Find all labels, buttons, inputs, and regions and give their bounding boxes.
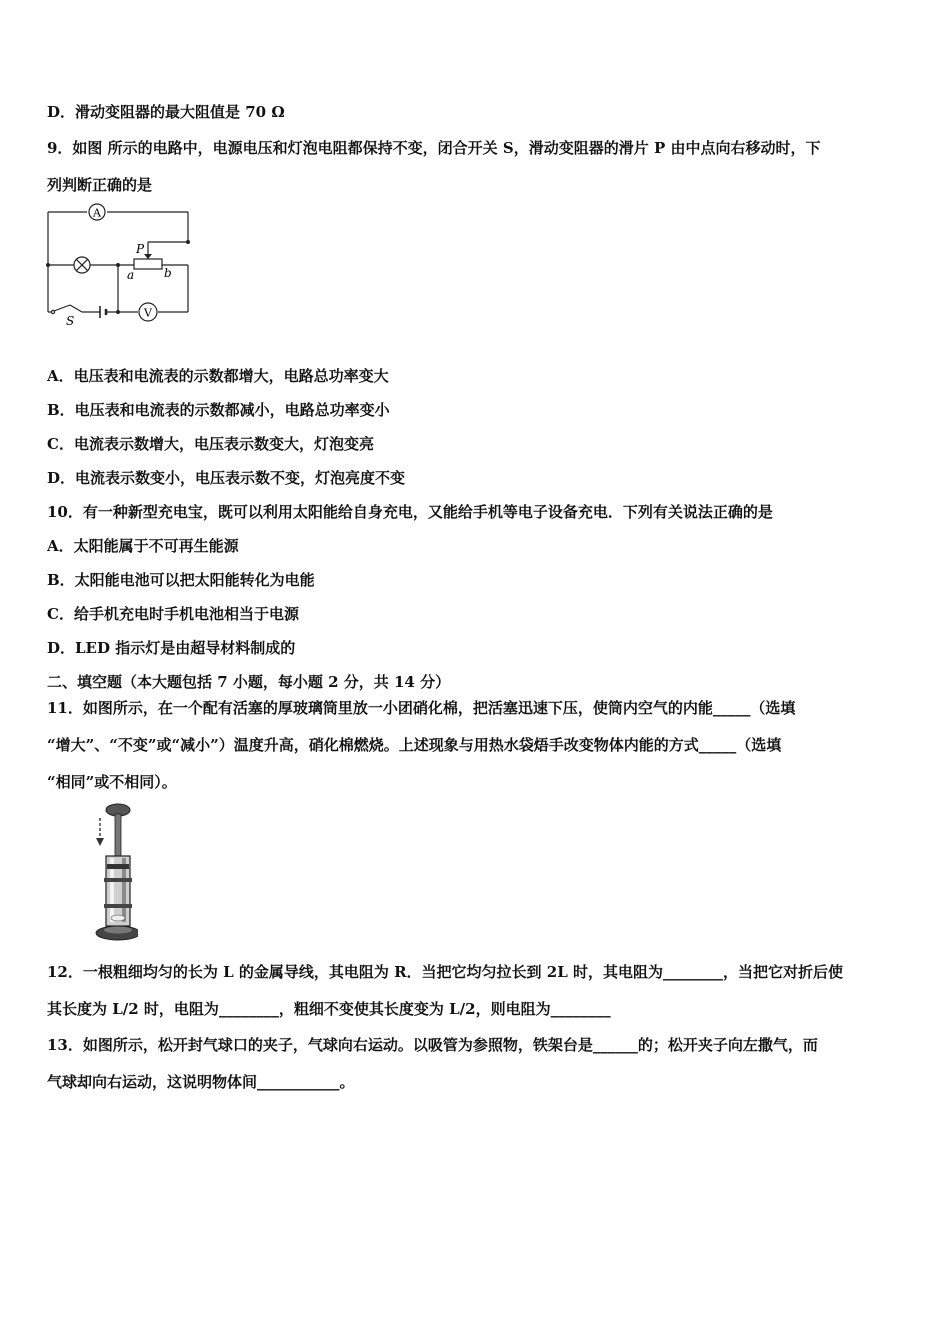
section-2-heading: 二、填空题（本大题包括 7 小题，每小题 2 分，共 14 分） bbox=[47, 673, 451, 691]
end-b-label: b bbox=[164, 266, 172, 280]
switch-label: S bbox=[66, 314, 75, 328]
q10-option-c: C．给手机充电时手机电池相当于电源 bbox=[47, 605, 299, 623]
question-9-stem-cont: 列判断正确的是 bbox=[47, 176, 153, 194]
slider-label: P bbox=[136, 242, 145, 256]
question-11-stem: 11．如图所示，在一个配有活塞的厚玻璃筒里放一小团硝化棉，把活塞迅速下压，使筒内空气的内能_____（选填 bbox=[47, 699, 796, 717]
ammeter-label: A bbox=[93, 206, 101, 220]
piston-tube-figure bbox=[88, 800, 138, 945]
question-12-stem: 12．一根粗细均匀的长为 L 的金属导线，其电阻为 R．当把它均匀拉长到 2L 时，其电阻为________，当把它对折后使 bbox=[47, 963, 843, 981]
question-11-stem-cont: “增大”、“不变”或“减小”）温度升高，硝化棉燃烧。上述现象与用热水袋焐手改变物体内能的方式_____（选填 bbox=[47, 736, 782, 754]
question-11-stem-end: “相同”或不相同）。 bbox=[47, 773, 177, 791]
question-13-stem: 13．如图所示，松开封气球口的夹子，气球向右运动。以吸管为参照物，铁架台是______的；松开夹子向左撒气，而 bbox=[47, 1036, 818, 1054]
q10-option-a: A．太阳能属于不可再生能源 bbox=[47, 537, 239, 555]
circuit-diagram bbox=[40, 200, 200, 330]
end-a-label: a bbox=[127, 268, 135, 282]
question-13-stem-cont: 气球却向右运动，这说明物体间___________。 bbox=[47, 1073, 355, 1091]
question-10-stem: 10．有一种新型充电宝，既可以利用太阳能给自身充电，又能给手机等电子设备充电．下列有关说法正确的是 bbox=[47, 503, 773, 521]
option-d-prev: D．滑动变阻器的最大阻值是 70 Ω bbox=[47, 103, 285, 121]
q9-option-c: C．电流表示数增大，电压表示数变大，灯泡变亮 bbox=[47, 435, 374, 453]
q9-option-b: B．电压表和电流表的示数都减小，电路总功率变小 bbox=[47, 401, 390, 419]
question-12-stem-cont: 其长度为 L/2 时，电阻为________，粗细不变使其长度变为 L/2，则电阻为________ bbox=[47, 1000, 611, 1018]
voltmeter-label: V bbox=[144, 306, 152, 320]
q10-option-d: D．LED 指示灯是由超导材料制成的 bbox=[47, 639, 296, 657]
q9-option-a: A．电压表和电流表的示数都增大，电路总功率变大 bbox=[47, 367, 389, 385]
q9-option-d: D．电流表示数变小，电压表示数不变，灯泡亮度不变 bbox=[47, 469, 406, 487]
question-9-stem: 9．如图 所示的电路中，电源电压和灯泡电阻都保持不变，闭合开关 S，滑动变阻器的滑片 P 由中点向右移动时，下 bbox=[47, 139, 821, 157]
q10-option-b: B．太阳能电池可以把太阳能转化为电能 bbox=[47, 571, 315, 589]
